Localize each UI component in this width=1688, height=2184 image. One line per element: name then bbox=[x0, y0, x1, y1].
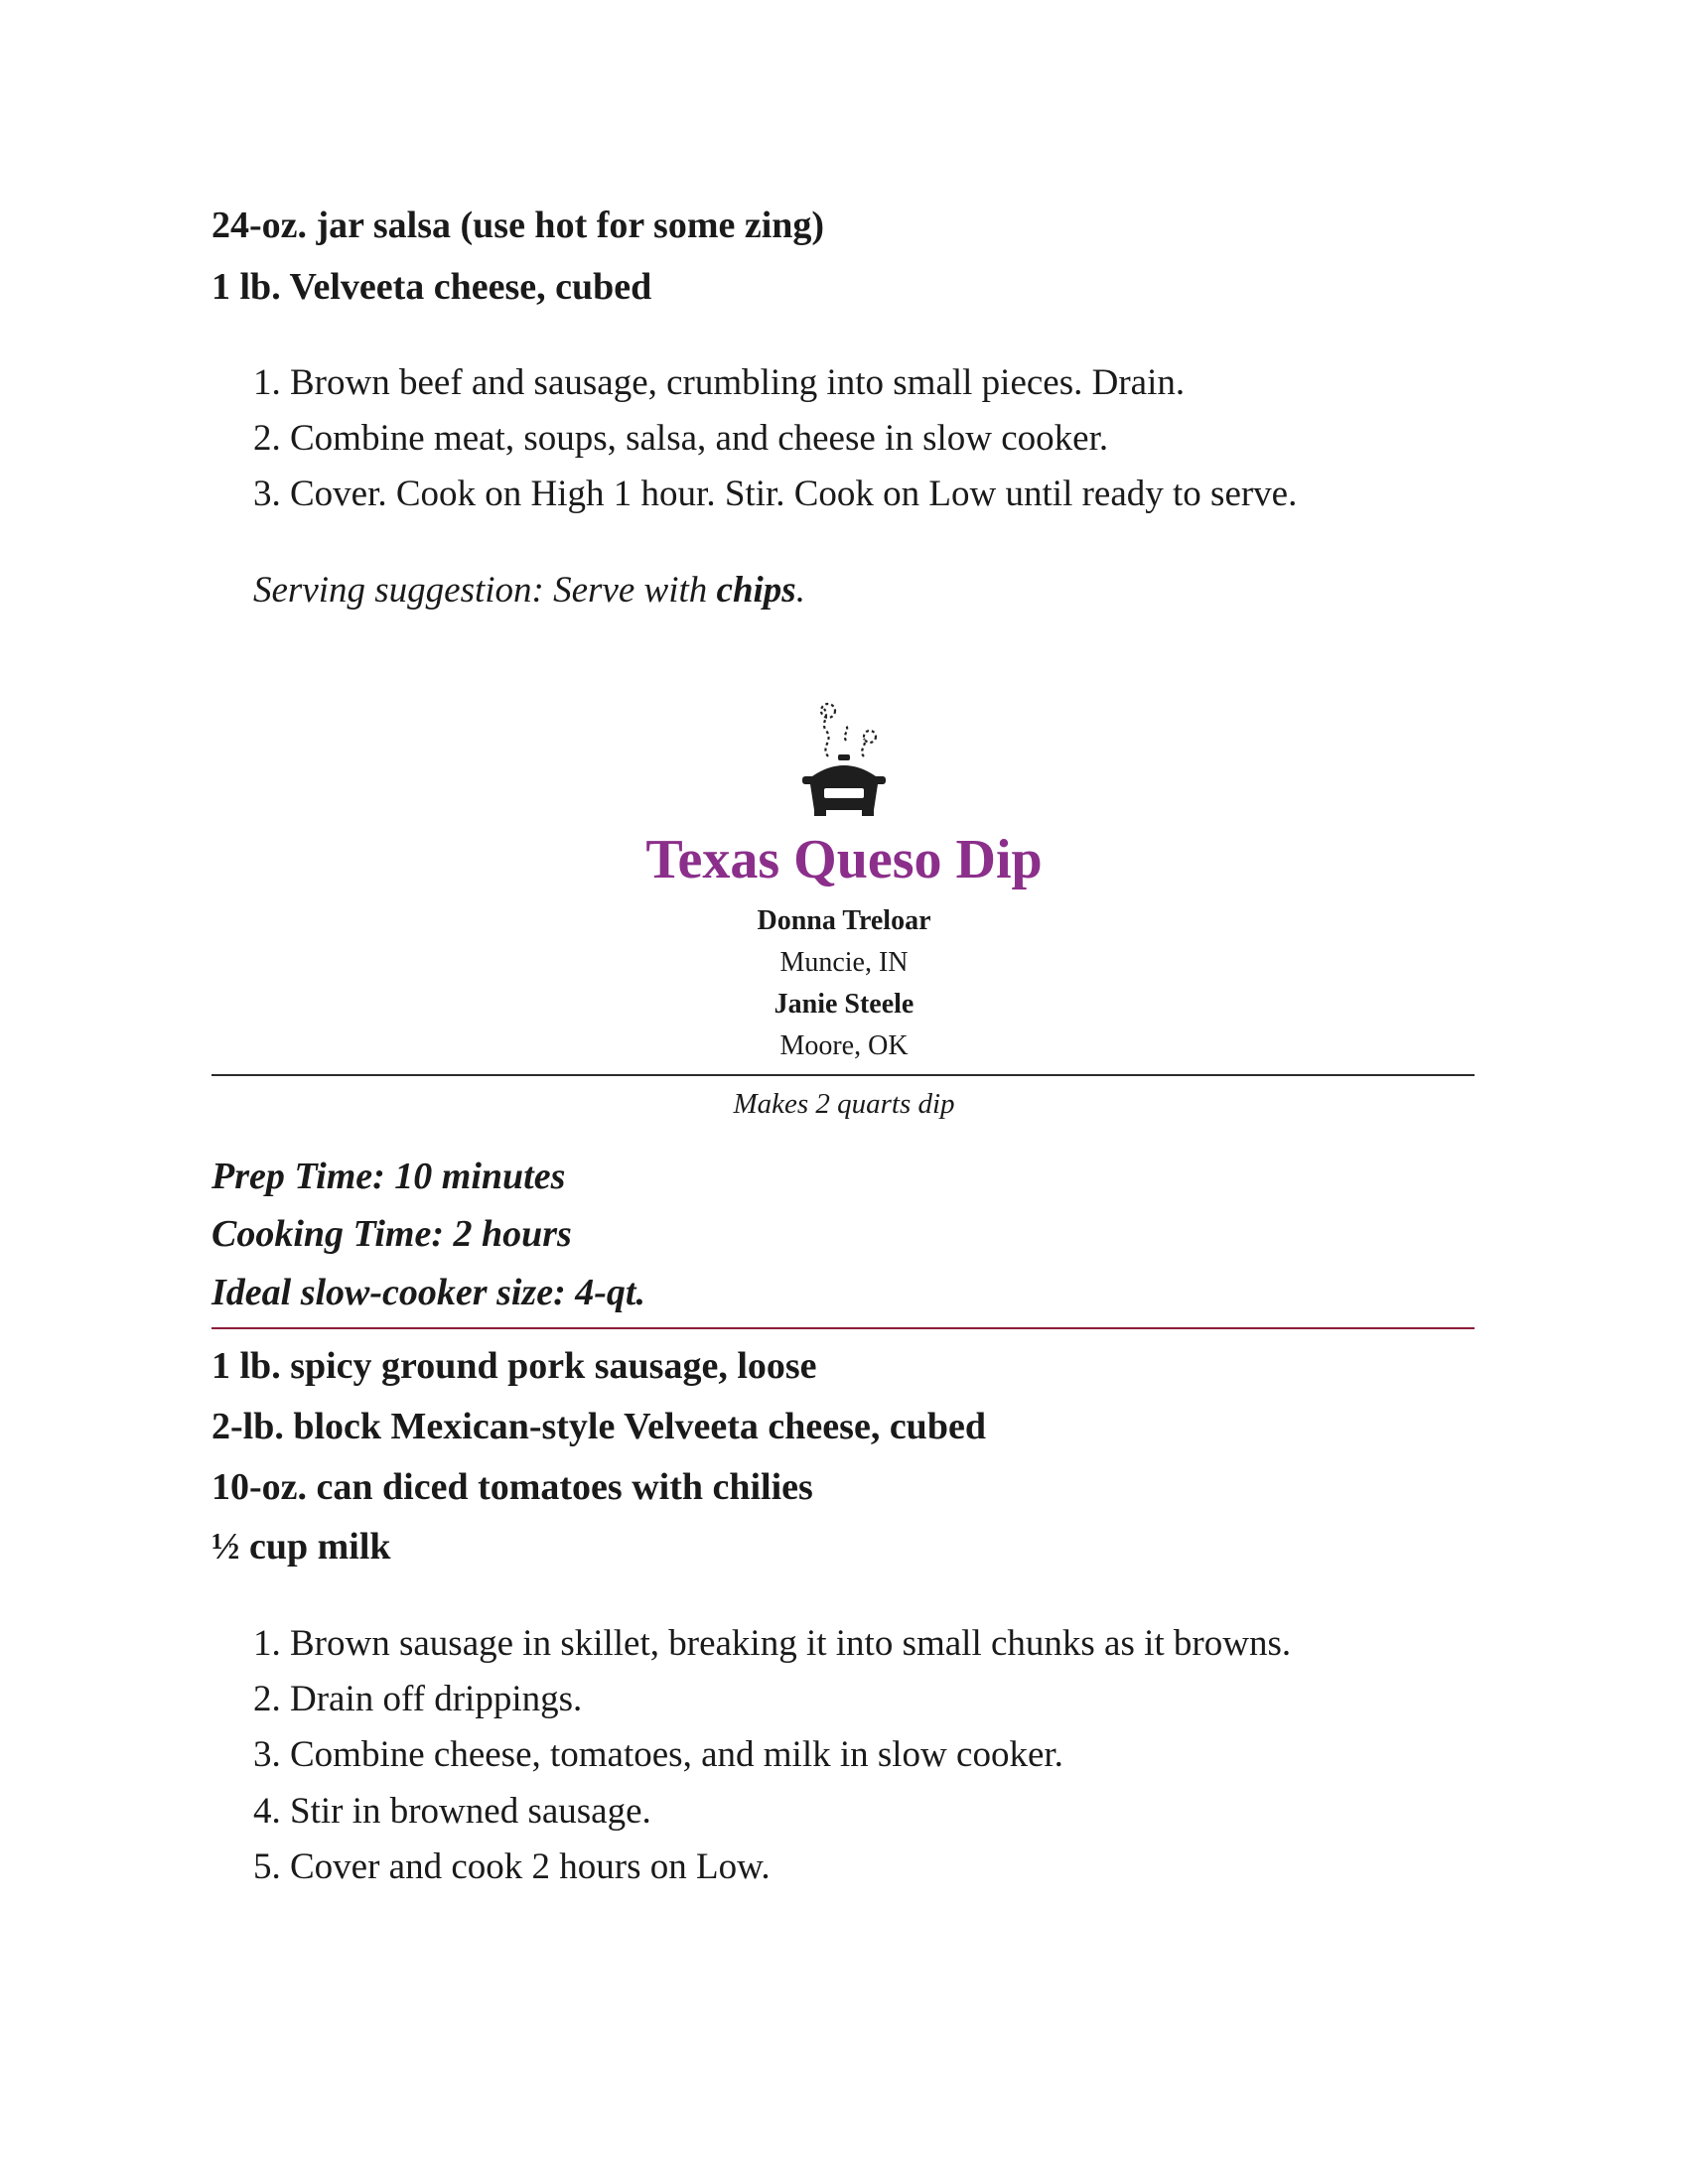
recipe-yield: Makes 2 quarts dip bbox=[733, 1088, 955, 1120]
prev-step: 3. Cover. Cook on High 1 hour. Stir. Cook on Low until ready to serve. bbox=[253, 474, 1298, 514]
serving-suggestion-text: Serving suggestion: Serve with bbox=[253, 570, 717, 611]
prev-ingredient: 1 lb. Velveeta cheese, cubed bbox=[211, 266, 652, 308]
divider-maroon bbox=[211, 1327, 1475, 1329]
contributor-name: Janie Steele bbox=[774, 989, 914, 1020]
serving-suggestion-end: . bbox=[795, 570, 805, 611]
prev-step: 1. Brown beef and sausage, crumbling into small pieces. Drain. bbox=[253, 362, 1186, 403]
prep-time: Prep Time: 10 minutes bbox=[211, 1156, 566, 1197]
instruction-step: 5. Cover and cook 2 hours on Low. bbox=[253, 1846, 771, 1887]
slow-cooker-icon bbox=[794, 701, 894, 818]
instruction-step: 1. Brown sausage in skillet, breaking it into small chunks as it browns. bbox=[253, 1623, 1292, 1664]
divider bbox=[211, 1074, 1475, 1076]
ingredient-item: 1 lb. spicy ground pork sausage, loose bbox=[211, 1345, 817, 1387]
contributor-location: Muncie, IN bbox=[779, 947, 909, 978]
cooker-size: Ideal slow-cooker size: 4-qt. bbox=[211, 1272, 645, 1313]
prev-step: 2. Combine meat, soups, salsa, and cheese in slow cooker. bbox=[253, 418, 1109, 459]
ingredient-item: 2-lb. block Mexican-style Velveeta cheese, cubed bbox=[211, 1406, 986, 1447]
instruction-step: 4. Stir in browned sausage. bbox=[253, 1791, 651, 1832]
serving-suggestion-bold: chips bbox=[716, 570, 796, 611]
recipe-title: Texas Queso Dip bbox=[645, 829, 1043, 890]
serving-suggestion bbox=[253, 572, 805, 609]
cooking-time: Cooking Time: 2 hours bbox=[211, 1213, 572, 1255]
instruction-step: 3. Combine cheese, tomatoes, and milk in slow cooker. bbox=[253, 1734, 1063, 1775]
ingredient-item: ½ cup milk bbox=[211, 1526, 391, 1568]
contributor-location: Moore, OK bbox=[779, 1030, 909, 1061]
contributor-name: Donna Treloar bbox=[757, 905, 931, 936]
ingredient-item: 10-oz. can diced tomatoes with chilies bbox=[211, 1466, 813, 1508]
instruction-step: 2. Drain off drippings. bbox=[253, 1679, 583, 1719]
prev-ingredient: 24-oz. jar salsa (use hot for some zing) bbox=[211, 205, 825, 246]
